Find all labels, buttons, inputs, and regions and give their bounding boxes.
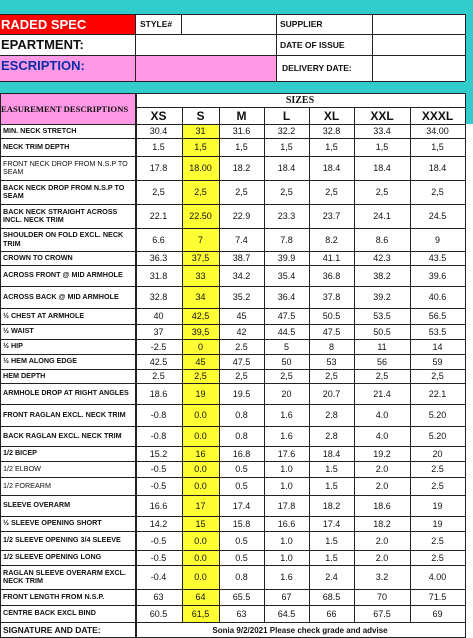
measurement-value[interactable]: 22.1 <box>149 211 168 221</box>
signature-note: Sonia 9/2/2021 Please check grade and advise <box>212 625 388 635</box>
measurement-value[interactable]: 19 <box>432 500 443 511</box>
measurement-value[interactable]: 68.5 <box>322 592 341 602</box>
grid-line <box>0 354 465 355</box>
measurement-value[interactable]: 18.6 <box>149 388 168 399</box>
measurement-value[interactable]: 0.5 <box>235 464 248 474</box>
measurement-value[interactable]: 0 <box>182 339 219 354</box>
grid-line <box>0 93 1 638</box>
measurement-value[interactable]: 2,5 <box>431 187 444 197</box>
measurement-value[interactable]: 2.5 <box>431 464 444 474</box>
measurement-value[interactable]: 2,5 <box>325 187 338 197</box>
measurement-value[interactable]: 1.5 <box>152 142 165 152</box>
measurement-value[interactable]: 37.8 <box>322 292 341 302</box>
measurement-value[interactable]: -0.5 <box>150 464 167 474</box>
right-teal-edge <box>465 14 473 81</box>
measurement-value[interactable]: 53 <box>326 356 337 367</box>
measurement-value[interactable]: 18.4 <box>277 163 296 173</box>
measurement-value[interactable]: 34.2 <box>232 270 251 281</box>
measurement-value[interactable]: 8.6 <box>375 234 389 245</box>
measurement-description: ACROSS BACK @ MID ARMHOLE <box>3 291 119 301</box>
size-column-header: XXXL <box>421 108 454 123</box>
measurement-header-label: EASUREMENT DESCRIPTIONS <box>1 103 129 114</box>
grid-line <box>410 107 411 622</box>
grid-line <box>181 14 182 34</box>
grid-line <box>0 605 465 606</box>
measurement-value[interactable]: 2.0 <box>375 481 389 491</box>
measurement-value[interactable]: 37,5 <box>182 251 219 265</box>
measurement-value[interactable]: 2,5 <box>280 187 293 197</box>
measurement-header-cell <box>0 93 135 124</box>
grid-line <box>0 446 465 447</box>
measurement-value[interactable]: 2,5 <box>431 371 444 381</box>
measurement-description: ½ CHEST AT ARMHOLE <box>3 310 85 320</box>
measurement-value[interactable]: 2.0 <box>375 464 389 474</box>
measurement-value[interactable]: 71.5 <box>428 592 447 602</box>
measurement-value[interactable]: 36.4 <box>277 292 296 302</box>
measurement-description: 1/2 FOREARM <box>3 480 51 490</box>
measurement-value[interactable]: 32.2 <box>277 126 296 136</box>
grid-line <box>0 308 465 309</box>
measurement-value[interactable]: 50 <box>281 356 292 367</box>
measurement-value[interactable]: -0.5 <box>150 552 167 563</box>
grid-line <box>0 339 465 340</box>
grid-line <box>135 14 136 81</box>
grid-line <box>354 107 355 622</box>
grid-line <box>372 14 373 81</box>
grid-line <box>182 107 183 622</box>
size-column-header: M <box>236 108 247 123</box>
measurement-description: FRONT RAGLAN EXCL. NECK TRIM <box>3 409 126 419</box>
measurement-value[interactable]: 37 <box>153 326 164 337</box>
measurement-value[interactable]: 22.50 <box>182 204 219 228</box>
measurement-value[interactable]: 18.4 <box>373 163 391 173</box>
measurement-value[interactable]: 61,5 <box>182 605 219 622</box>
measurement-value[interactable]: 5.20 <box>428 431 447 441</box>
measurement-value[interactable]: 23.3 <box>277 211 296 221</box>
measurement-value[interactable]: 0.0 <box>182 404 219 426</box>
measurement-value[interactable]: 14 <box>432 341 443 352</box>
measurement-value[interactable]: 18.4 <box>322 163 341 173</box>
measurement-value[interactable]: 1.0 <box>280 535 293 546</box>
measurement-value[interactable]: 24.5 <box>428 211 447 221</box>
grid-line <box>0 204 465 205</box>
grid-line <box>0 138 465 139</box>
measurement-value[interactable]: 18.00 <box>182 156 219 180</box>
measurement-description: SLEEVE OVERARM <box>3 500 71 510</box>
measurement-value[interactable]: 39.6 <box>428 270 447 281</box>
measurement-description: RAGLAN SLEEVE OVERARM EXCL. NECK TRIM <box>3 567 126 585</box>
measurement-value[interactable]: 36.8 <box>322 270 341 281</box>
delivery-date-label: DELIVERY DATE: <box>282 63 352 73</box>
measurement-value[interactable]: 17.8 <box>149 163 168 173</box>
measurement-value[interactable]: 1,5 <box>235 142 248 152</box>
measurement-value[interactable]: 9 <box>434 234 440 245</box>
measurement-value[interactable]: 1,5 <box>375 142 389 152</box>
measurement-value[interactable]: 2,5 <box>325 371 338 381</box>
measurement-value[interactable]: 0.5 <box>235 552 248 563</box>
measurement-value[interactable]: 0.5 <box>235 535 248 546</box>
measurement-description: 1/2 BICEP <box>3 448 37 458</box>
measurement-value[interactable]: 0.0 <box>182 565 219 589</box>
measurement-value[interactable]: 45 <box>236 311 247 321</box>
grid-line <box>0 265 465 266</box>
size-column-header: XL <box>323 108 340 123</box>
measurement-value[interactable]: 65.5 <box>232 592 251 602</box>
measurement-description: ARMHOLE DROP AT RIGHT ANGLES <box>3 388 129 398</box>
measurement-value[interactable]: 64 <box>182 589 219 605</box>
measurement-value[interactable]: 0.8 <box>235 410 248 420</box>
size-column-header: L <box>282 108 291 123</box>
measurement-value[interactable]: 35.2 <box>232 292 251 302</box>
grid-line <box>0 550 465 551</box>
grid-line <box>0 383 465 384</box>
department-label: EPARTMENT: <box>1 37 84 52</box>
measurement-value[interactable]: 39.2 <box>373 292 391 302</box>
measurement-value[interactable]: 34.00 <box>426 126 449 136</box>
measurement-description: ½ HIP <box>3 341 23 351</box>
measurement-value[interactable]: 5.20 <box>428 410 447 420</box>
measurement-value[interactable]: -2.5 <box>150 341 167 352</box>
measurement-value[interactable]: 67 <box>281 592 292 602</box>
grid-line <box>0 14 465 15</box>
measurement-value[interactable]: 14.2 <box>149 518 168 529</box>
measurement-value[interactable]: -0.4 <box>150 572 167 582</box>
measurement-value[interactable]: 20.7 <box>322 388 341 399</box>
teal-spacer <box>0 81 473 93</box>
measurement-value[interactable]: 53.5 <box>428 326 447 337</box>
grid-line <box>0 93 465 94</box>
grid-line <box>0 531 465 532</box>
grid-line <box>0 156 465 157</box>
measurement-value[interactable]: 15 <box>182 516 219 531</box>
measurement-value[interactable]: 47.5 <box>277 311 296 321</box>
size-column-header: XS <box>150 108 167 123</box>
measurement-value[interactable]: 21.4 <box>373 388 391 399</box>
grid-line <box>219 107 220 622</box>
grid-line <box>0 55 465 56</box>
measurement-value[interactable]: 7.8 <box>280 234 293 245</box>
measurement-value[interactable]: 1.0 <box>280 552 293 563</box>
graded-spec-title: RADED SPEC <box>0 14 135 34</box>
measurement-value[interactable]: 19.5 <box>232 388 251 399</box>
measurement-value[interactable]: 1,5 <box>431 142 444 152</box>
size-column-header: XXL <box>370 108 394 123</box>
measurement-value[interactable]: -0.8 <box>150 410 167 420</box>
measurement-value[interactable]: 8 <box>328 341 334 352</box>
measurement-description: CENTRE BACK EXCL BIND <box>3 608 96 618</box>
measurement-value[interactable]: 17.4 <box>232 500 251 511</box>
measurement-value[interactable]: 33 <box>182 265 219 286</box>
measurement-value[interactable]: 16.6 <box>277 518 296 529</box>
grid-line <box>0 180 465 181</box>
measurement-value[interactable]: 2.0 <box>375 535 389 546</box>
measurement-value[interactable]: 4.00 <box>428 572 447 582</box>
measurement-value[interactable]: 7 <box>182 228 219 251</box>
measurement-value[interactable]: 0.0 <box>182 426 219 446</box>
measurement-value[interactable]: 4.0 <box>375 431 389 441</box>
style-label: STYLE# <box>140 19 173 29</box>
measurement-description: ACROSS FRONT @ MID ARMHOLE <box>3 270 123 280</box>
measurement-value[interactable]: 60.5 <box>149 608 168 619</box>
measurement-value[interactable]: 47.5 <box>322 326 341 337</box>
measurement-value[interactable]: 63 <box>236 608 247 619</box>
grid-line <box>264 107 265 622</box>
measurement-value[interactable]: 0.0 <box>182 550 219 565</box>
measurement-value[interactable]: 40 <box>153 311 164 321</box>
measurement-value[interactable]: 31.8 <box>149 270 168 281</box>
measurement-value[interactable]: 36.3 <box>149 253 168 263</box>
measurement-value[interactable]: 2.0 <box>375 552 389 563</box>
measurement-value[interactable]: 7.4 <box>235 234 248 245</box>
measurement-value[interactable]: 22.1 <box>428 388 447 399</box>
measurement-value[interactable]: 0.0 <box>182 531 219 550</box>
measurement-value[interactable]: 2.4 <box>325 572 338 582</box>
measurement-value[interactable]: 11 <box>377 341 387 352</box>
measurement-description: ½ HEM ALONG EDGE <box>3 356 78 366</box>
measurement-description: BACK RAGLAN EXCL. NECK TRIM <box>3 430 122 440</box>
measurement-description: BACK NECK DROP FROM N.S.P TO SEAM <box>3 182 125 200</box>
measurement-description: HEM DEPTH <box>3 370 46 380</box>
measurement-value[interactable]: 22.9 <box>232 211 251 221</box>
measurement-value[interactable]: 42.5 <box>149 356 168 367</box>
measurement-value[interactable]: 47.5 <box>232 356 251 367</box>
measurement-value[interactable]: 19 <box>182 383 219 404</box>
measurement-value[interactable]: 1.0 <box>280 481 293 491</box>
measurement-value[interactable]: 53.5 <box>373 311 391 321</box>
supplier-value-field[interactable] <box>372 14 465 34</box>
grid-line <box>135 93 137 638</box>
measurement-value[interactable]: 1,5 <box>182 138 219 156</box>
measurement-value[interactable]: 32.8 <box>149 292 168 302</box>
grid-line <box>0 228 465 229</box>
measurement-value[interactable]: 2,5 <box>235 187 248 197</box>
grid-line <box>0 124 465 125</box>
measurement-value[interactable]: 8.2 <box>325 234 338 245</box>
measurement-value[interactable]: 56 <box>376 356 387 367</box>
size-column-header: S <box>196 108 205 123</box>
grid-line <box>0 324 465 325</box>
measurement-value[interactable]: 41.1 <box>322 253 341 263</box>
measurement-value[interactable]: 38.2 <box>373 270 391 281</box>
signature-label: SIGNATURE AND DATE: <box>3 625 101 635</box>
measurement-value[interactable]: 17.4 <box>322 518 341 529</box>
grid-line <box>0 404 465 405</box>
date-of-issue-label: DATE OF ISSUE <box>280 39 345 50</box>
measurement-value[interactable]: -0.5 <box>150 535 167 546</box>
grid-line <box>465 14 466 81</box>
measurement-value[interactable]: 31.6 <box>232 126 251 136</box>
measurement-value[interactable]: 50.5 <box>322 311 341 321</box>
top-teal-band <box>0 0 473 14</box>
measurement-value[interactable]: 34 <box>182 286 219 308</box>
measurement-value[interactable]: 2,5 <box>182 180 219 204</box>
measurement-value[interactable]: 1.6 <box>280 431 293 441</box>
measurement-value[interactable]: 33.4 <box>373 126 391 136</box>
measurement-value[interactable]: 0.5 <box>235 481 248 491</box>
measurement-value[interactable]: 38.7 <box>232 253 251 263</box>
grid-line <box>0 495 465 496</box>
measurement-value[interactable]: 2.8 <box>325 410 338 420</box>
measurement-value[interactable]: 30.4 <box>149 126 168 136</box>
date-of-issue-value-field[interactable] <box>372 34 465 55</box>
measurement-value[interactable]: 5 <box>283 341 289 352</box>
measurement-description: ½ SLEEVE OPENING SHORT <box>3 518 102 528</box>
measurement-value[interactable]: 35.4 <box>277 270 296 281</box>
measurement-value[interactable]: 64.5 <box>277 608 296 619</box>
measurement-value[interactable]: 18.4 <box>428 163 447 173</box>
measurement-value[interactable]: 15.8 <box>232 518 251 529</box>
measurement-value[interactable]: 16.8 <box>232 448 251 459</box>
description-label: ESCRIPTION: <box>0 55 276 81</box>
measurement-description: FRONT LENGTH FROM N.S.P. <box>3 591 105 601</box>
measurement-description: NECK TRIM DEPTH <box>3 141 70 151</box>
right-teal-edge-table <box>465 93 473 124</box>
grid-line <box>0 369 465 370</box>
measurement-value[interactable]: 69 <box>432 608 443 619</box>
measurement-value[interactable]: 2.5 <box>431 552 444 563</box>
grid-line <box>0 81 465 82</box>
measurement-value[interactable]: 6.6 <box>152 234 165 245</box>
measurement-value[interactable]: 2,5 <box>152 187 165 197</box>
measurement-value[interactable]: 2.5 <box>235 341 248 352</box>
measurement-value[interactable]: 17.8 <box>277 500 296 511</box>
grid-line <box>0 516 465 517</box>
measurement-value[interactable]: 24.1 <box>373 211 391 221</box>
grid-line <box>276 14 277 81</box>
measurement-value[interactable]: 18.4 <box>322 448 341 459</box>
grid-line <box>0 286 465 287</box>
measurement-value[interactable]: 39.9 <box>277 253 296 263</box>
measurement-value[interactable]: 18.2 <box>373 518 391 529</box>
grid-line <box>465 93 466 638</box>
grid-line <box>0 34 465 35</box>
measurement-description: SHOULDER ON FOLD EXCL. NECK TRIM <box>3 230 124 248</box>
measurement-value[interactable]: 42 <box>236 326 247 337</box>
measurement-value[interactable]: 2.8 <box>325 431 338 441</box>
measurement-description: CROWN TO CROWN <box>3 252 73 262</box>
measurement-value[interactable]: 56.5 <box>428 311 447 321</box>
measurement-value[interactable]: 43.5 <box>428 253 447 263</box>
measurement-value[interactable]: 2,5 <box>235 371 248 381</box>
grid-line <box>0 461 465 462</box>
measurement-value[interactable]: 66 <box>326 608 337 619</box>
measurement-value[interactable]: 1,5 <box>280 142 293 152</box>
grid-line <box>309 107 310 622</box>
measurement-value[interactable]: 1.6 <box>280 410 293 420</box>
measurement-value[interactable]: 17.6 <box>277 448 296 459</box>
measurement-value[interactable]: 1.5 <box>325 464 338 474</box>
measurement-description: 1/2 SLEEVE OPENING LONG <box>3 552 102 562</box>
measurement-value[interactable]: 1.5 <box>325 552 338 563</box>
measurement-value[interactable]: 40.6 <box>428 292 447 302</box>
measurement-value[interactable]: 0.0 <box>182 461 219 477</box>
measurement-value[interactable]: 59 <box>432 356 443 367</box>
measurement-value[interactable]: 18.2 <box>322 500 341 511</box>
measurement-value[interactable]: 1.6 <box>280 572 293 582</box>
measurement-value[interactable]: 32.8 <box>322 126 341 136</box>
grid-line <box>135 107 465 108</box>
measurement-value[interactable]: 63 <box>153 592 164 602</box>
measurement-value[interactable]: 39,5 <box>182 324 219 339</box>
measurement-value[interactable]: 42,5 <box>182 308 219 324</box>
measurement-value[interactable]: 70 <box>376 592 387 602</box>
measurement-description: FRONT NECK DROP FROM N.S.P TO SEAM <box>3 158 128 176</box>
measurement-value[interactable]: 0.0 <box>182 477 219 495</box>
measurement-value[interactable]: 2,5 <box>375 187 389 197</box>
grid-line <box>0 477 465 478</box>
measurement-description: ½ WAIST <box>3 326 34 336</box>
measurement-value[interactable]: 20 <box>432 448 443 459</box>
grid-line <box>0 622 465 623</box>
department-value-field[interactable] <box>135 34 276 55</box>
measurement-value[interactable]: 17 <box>182 495 219 516</box>
measurement-value[interactable]: 2,5 <box>182 369 219 383</box>
measurement-value[interactable]: 50.5 <box>373 326 391 337</box>
measurement-value[interactable]: 3.2 <box>375 572 389 582</box>
measurement-value[interactable]: 1.5 <box>325 535 338 546</box>
sizes-header: SIZES <box>285 94 315 106</box>
measurement-value[interactable]: -0.8 <box>150 431 167 441</box>
delivery-date-value-field[interactable] <box>372 55 465 81</box>
measurement-value[interactable]: 0.8 <box>235 431 248 441</box>
measurement-value[interactable]: 2,5 <box>375 371 389 381</box>
measurement-value[interactable]: 2.5 <box>431 535 444 546</box>
measurement-value[interactable]: 42.3 <box>373 253 391 263</box>
measurement-description: 1/2 SLEEVE OPENING 3/4 SLEEVE <box>3 535 121 545</box>
measurement-value[interactable]: 1,5 <box>325 142 338 152</box>
measurement-value[interactable]: 23.7 <box>322 211 341 221</box>
measurement-value[interactable]: 16.6 <box>149 500 168 511</box>
grid-line <box>0 589 465 590</box>
measurement-description: 1/2 ELBOW <box>3 463 41 473</box>
measurement-value[interactable]: 18.2 <box>232 163 251 173</box>
measurement-value[interactable]: 1.5 <box>325 481 338 491</box>
grid-line <box>0 426 465 427</box>
measurement-description: BACK NECK STRAIGHT ACROSS INCL. NECK TRIM <box>3 206 118 224</box>
measurement-value[interactable]: 2.5 <box>431 481 444 491</box>
measurement-value[interactable]: 44.5 <box>277 326 296 337</box>
measurement-value[interactable]: 20 <box>281 388 292 399</box>
measurement-value[interactable]: 2,5 <box>280 371 293 381</box>
measurement-value[interactable]: -0.5 <box>150 481 167 491</box>
measurement-value[interactable]: 4.0 <box>375 410 389 420</box>
grid-line <box>0 251 465 252</box>
measurement-value[interactable]: 67.5 <box>373 608 391 619</box>
measurement-value[interactable]: 15.2 <box>149 448 168 459</box>
measurement-value[interactable]: 19.2 <box>373 448 391 459</box>
measurement-value[interactable]: 16 <box>182 446 219 461</box>
measurement-value[interactable]: 2.5 <box>152 371 165 381</box>
supplier-label: SUPPLIER <box>280 19 323 29</box>
measurement-value[interactable]: 19 <box>432 518 443 529</box>
measurement-value[interactable]: 1.0 <box>280 464 293 474</box>
measurement-value[interactable]: 18.6 <box>373 500 391 511</box>
measurement-description: MIN. NECK STRETCH <box>3 125 77 135</box>
measurement-value[interactable]: 31 <box>182 124 219 138</box>
measurement-value[interactable]: 45 <box>182 354 219 369</box>
grid-line <box>0 565 465 566</box>
measurement-value[interactable]: 0.8 <box>235 572 248 582</box>
style-value-field[interactable] <box>181 14 276 34</box>
